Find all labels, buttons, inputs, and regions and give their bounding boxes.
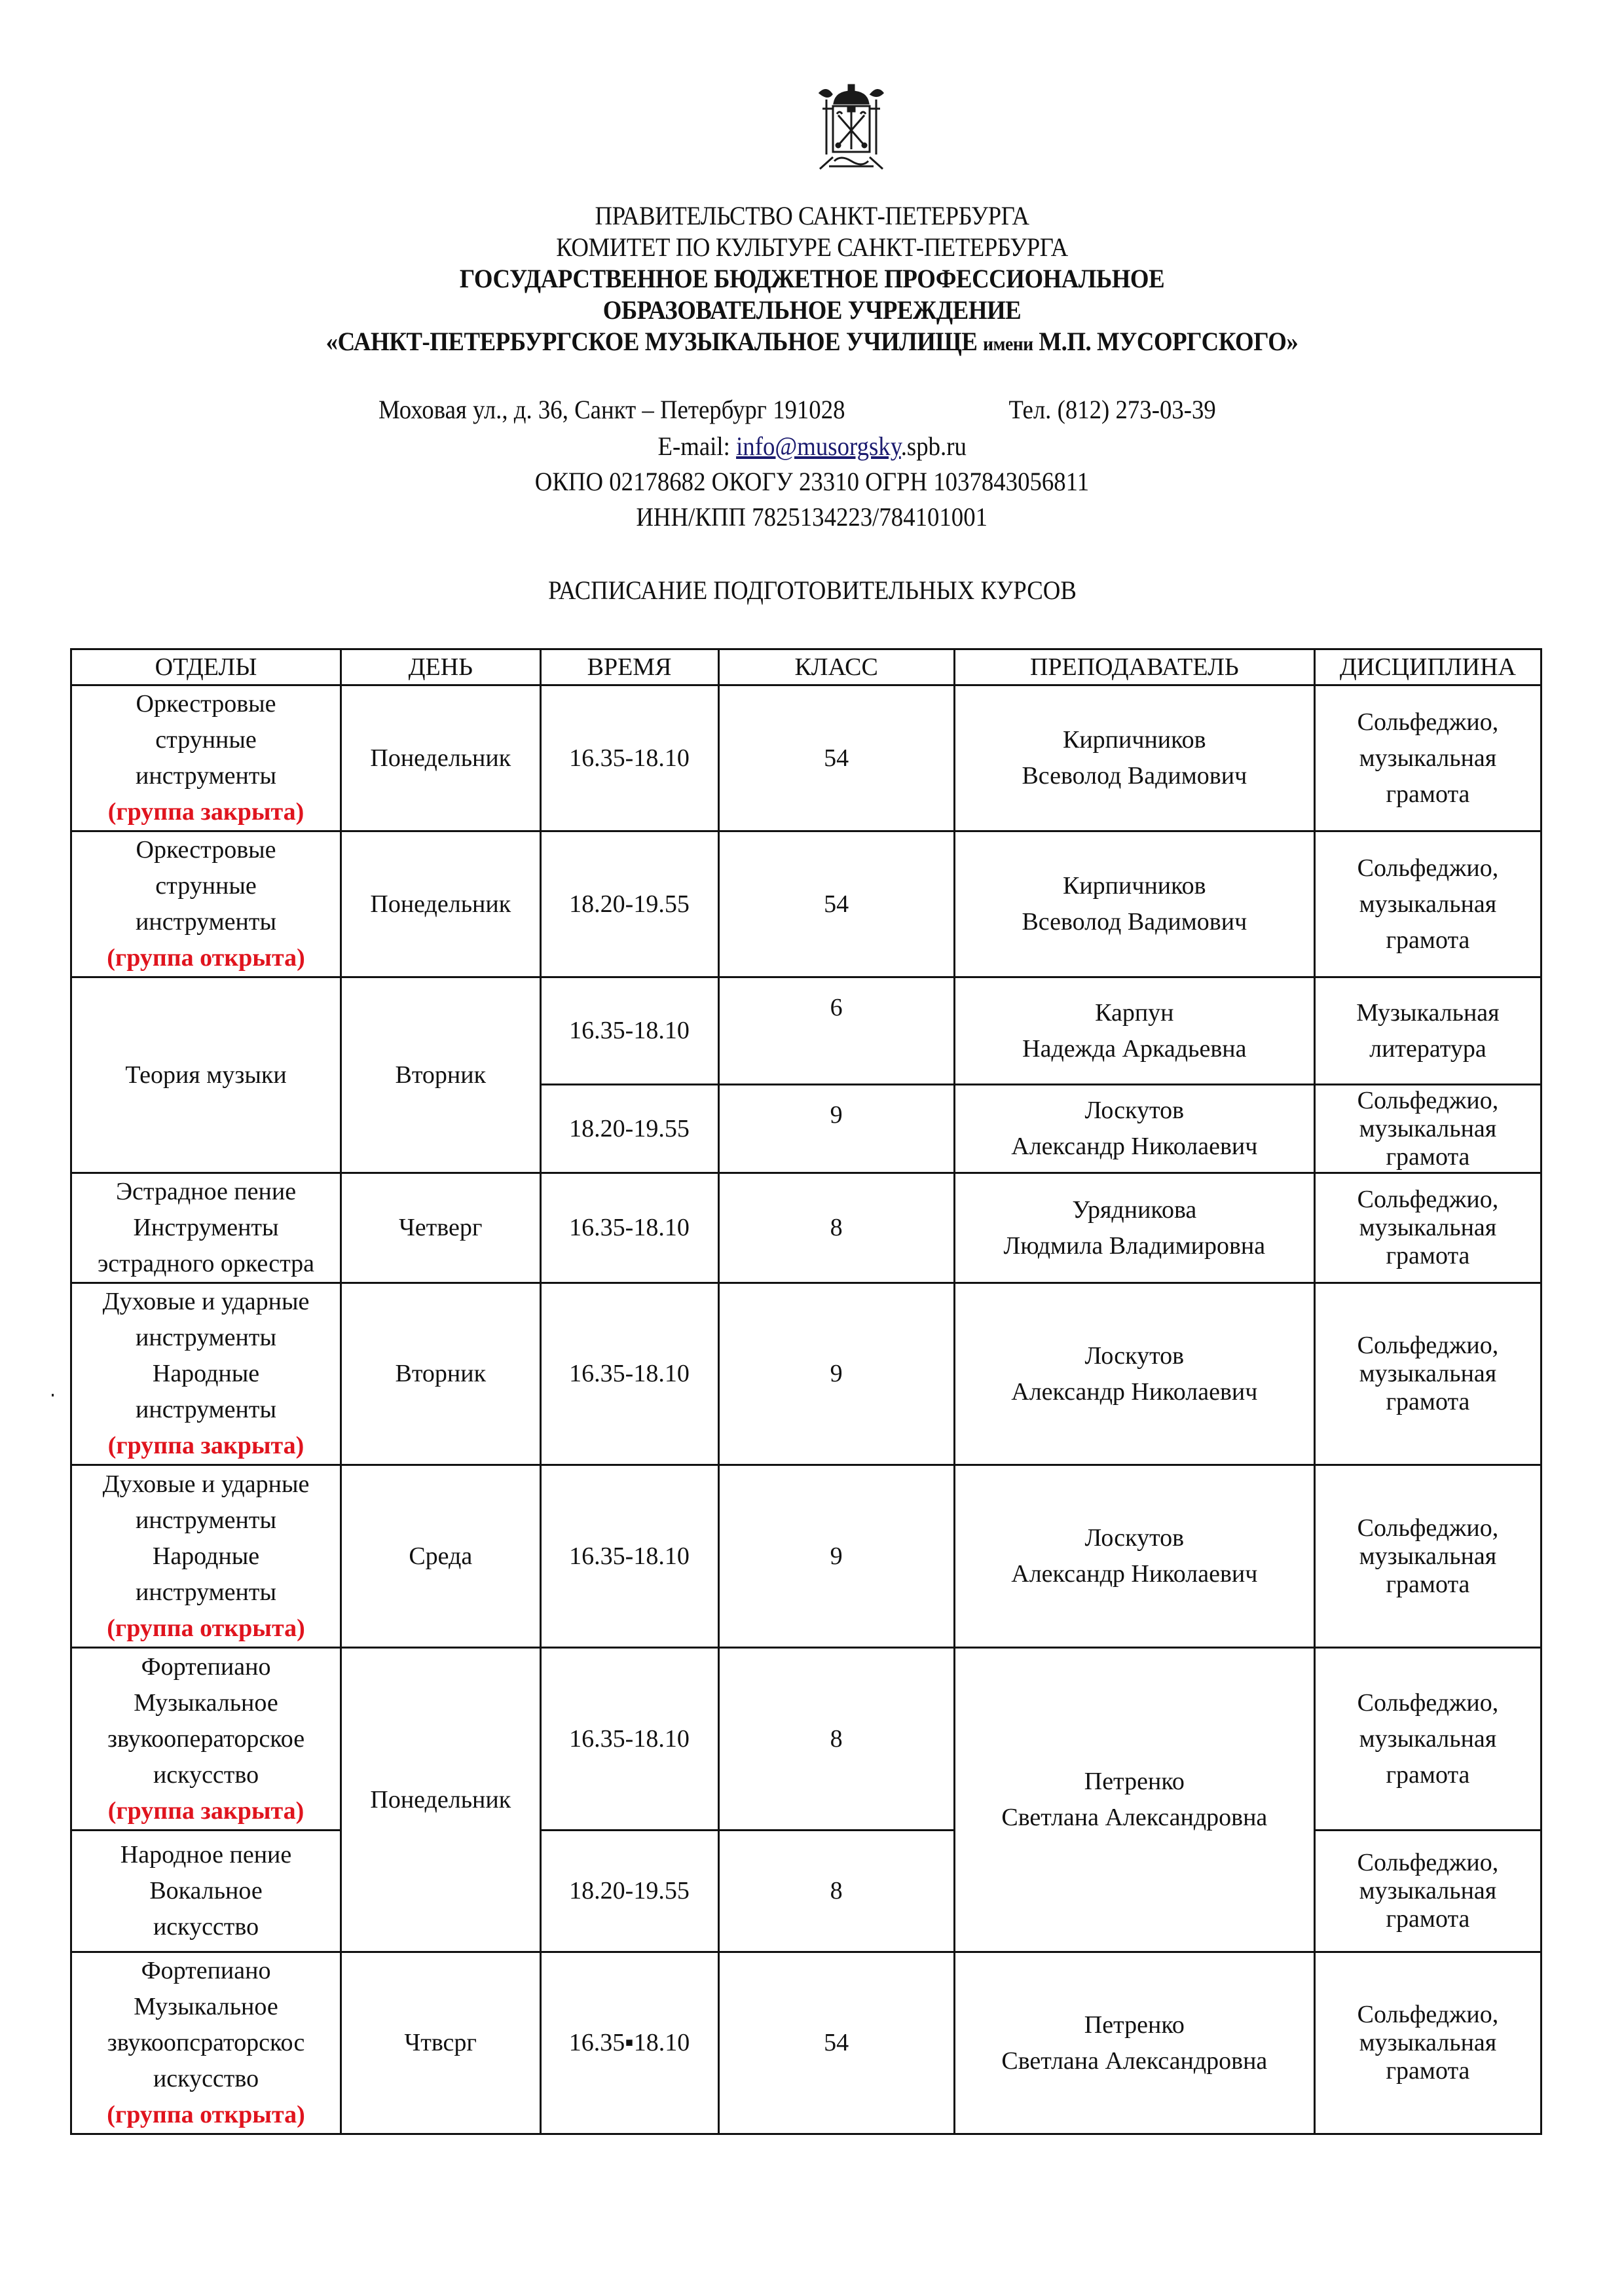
teacher-given-names: Александр Николаевич (1011, 1133, 1258, 1160)
teacher-given-names: Всеволод Вадимович (1022, 908, 1247, 936)
teacher-surname: Урядникова (1072, 1195, 1197, 1224)
table-row (71, 977, 1541, 1085)
cell-day: Понедельник (341, 831, 540, 977)
discipline-line: музыкальная (1359, 1214, 1497, 1241)
address: Моховая ул., д. 36, Санкт – Петербург 191028 (378, 395, 845, 424)
group-status-closed: (группа закрыта) (107, 1432, 304, 1459)
teacher-given-names: Александр Николаевич (1011, 1377, 1258, 1406)
cell-department (71, 831, 341, 977)
cell-department (71, 685, 341, 831)
institution-name (65, 329, 1559, 355)
cell-department (71, 1952, 341, 2134)
department-line: Народные (152, 1542, 260, 1570)
discipline-line: грамота (1386, 1905, 1470, 1933)
department-line: Оркестровые (136, 836, 276, 864)
cell-teacher (954, 831, 1314, 977)
discipline-line: грамота (1386, 926, 1470, 954)
letterhead-institution-kind (0, 297, 1624, 323)
department-line: инструменты (136, 908, 277, 936)
discipline-line: музыкальная (1359, 890, 1497, 918)
discipline-line: грамота (1386, 1570, 1470, 1598)
cell-department (71, 1173, 341, 1283)
letterhead-line-4: ОБРАЗОВАТЕЛЬНОЕ УЧРЕЖДЕНИЕ (602, 295, 1022, 325)
cell-discipline (1314, 977, 1541, 1085)
cell-day: Понедельник (341, 1648, 540, 1952)
discipline-line: Сольфеджио, (1357, 2001, 1499, 2028)
cell-day: Понедельник (341, 685, 540, 831)
cell-time: 18.20-19.55 (540, 831, 718, 977)
inn-kpp (0, 501, 1624, 532)
department-line: Фортепиано (141, 1652, 271, 1681)
department-line: струнные (155, 872, 257, 900)
cell-time: 16.35-18.10 (540, 685, 718, 831)
institution-name-part3: М.П. МУСОРГСКОГО» (1033, 327, 1299, 356)
discipline-line: музыкальная (1359, 2029, 1497, 2056)
table-row (71, 685, 1541, 831)
cell-room: 54 (718, 685, 954, 831)
letterhead-committee (0, 234, 1624, 261)
cell-day: Среда (341, 1465, 540, 1648)
header-room: КЛАСС (718, 649, 954, 685)
cell-discipline (1314, 1085, 1541, 1173)
discipline-line: Сольфеджио, (1357, 1186, 1499, 1213)
group-status-open: (группа открыта) (107, 1614, 305, 1642)
cell-time: 16.35-18.10 (540, 1648, 718, 1831)
department-line: эстрадного оркестра (97, 1250, 315, 1277)
cell-room: 8 (718, 1173, 954, 1283)
letterhead-government (0, 203, 1624, 229)
coat-of-arms-emblem (800, 77, 902, 175)
department-line: инструменты (136, 762, 277, 790)
cell-department (71, 1465, 341, 1648)
email-link[interactable]: info@musorgsky (735, 431, 901, 461)
institution-name-imeni: имени (983, 333, 1033, 355)
cell-teacher (954, 1283, 1314, 1465)
discipline-line: грамота (1386, 1388, 1470, 1415)
cell-day: Четверг (341, 1173, 540, 1283)
discipline-line: грамота (1386, 1142, 1470, 1171)
department-line: искусство (153, 2065, 259, 2092)
teacher-surname: Кирпичников (1063, 872, 1206, 900)
cell-room: 8 (718, 1831, 954, 1952)
teacher-given-names: Надежда Аркадьевна (1022, 1034, 1247, 1063)
letterhead-line-2: КОМИТЕТ ПО КУЛЬТУРЕ САНКТ-ПЕТЕРБУРГА (556, 232, 1068, 262)
inn-kpp-text: ИНН/КПП 7825134223/784101001 (636, 502, 988, 532)
scan-speck (52, 1394, 54, 1396)
document-title (0, 575, 1624, 606)
discipline-line: литература (1369, 1034, 1486, 1063)
cell-discipline (1314, 831, 1541, 977)
teacher-surname: Лоскутов (1084, 1341, 1185, 1370)
cell-day: Вторник (341, 1283, 540, 1465)
cell-teacher (954, 1648, 1314, 1952)
discipline-line: музыкальная (1359, 1877, 1497, 1904)
table-row (71, 1283, 1541, 1465)
discipline-line: музыкальная (1359, 1724, 1497, 1753)
cell-room: 8 (718, 1648, 954, 1831)
cell-room: 9 (718, 1283, 954, 1465)
cell-room: 9 (718, 1085, 954, 1173)
table-row (71, 1173, 1541, 1283)
cell-time: 18.20-19.55 (540, 1831, 718, 1952)
department-line: Теория музыки (125, 1061, 287, 1089)
discipline-line: Сольфеджио, (1357, 1849, 1499, 1876)
department-line: инструменты (136, 1324, 277, 1351)
cell-discipline (1314, 1831, 1541, 1952)
department-line: Вокальное (149, 1877, 263, 1904)
cell-department (71, 1831, 341, 1952)
department-line: искусство (153, 1760, 259, 1789)
letterhead-institution-name (0, 329, 1624, 355)
cell-room: 54 (718, 1952, 954, 2134)
cell-discipline (1314, 685, 1541, 831)
email-line (0, 431, 1624, 462)
department-line: инструменты (136, 1506, 277, 1534)
group-status-closed: (группа закрыта) (107, 1796, 304, 1825)
cell-discipline (1314, 1173, 1541, 1283)
cell-teacher (954, 1173, 1314, 1283)
cell-department (71, 977, 341, 1173)
discipline-line: музыкальная (1359, 1542, 1497, 1570)
phone: Тел. (812) 273-03-39 (1008, 395, 1216, 424)
cell-teacher (954, 1085, 1314, 1173)
cell-room: 54 (718, 831, 954, 977)
cell-discipline (1314, 1648, 1541, 1831)
group-status-closed: (группа закрыта) (107, 798, 304, 826)
discipline-line: музыкальная (1359, 1360, 1497, 1387)
discipline-line: Сольфеджио, (1357, 854, 1499, 882)
department-line: Эстрадное пение (115, 1178, 297, 1205)
cell-day: Чтвсрг (341, 1952, 540, 2134)
institution-name-part1: «САНКТ-ПЕТЕРБУРГСКОЕ МУЗЫКАЛЬНОЕ УЧИЛИЩЕ (325, 327, 984, 356)
letterhead-institution-type (0, 266, 1624, 292)
header-discipline: ДИСЦИПЛИНА (1314, 649, 1541, 685)
cell-department (71, 1648, 341, 1831)
department-line: Народные (152, 1360, 260, 1387)
header-teacher: ПРЕПОДАВАТЕЛЬ (954, 649, 1314, 685)
table-row (71, 831, 1541, 977)
cell-time: 16.35-18.10 (540, 1283, 718, 1465)
table-row (71, 1648, 1541, 1831)
cell-time: 16.35▪18.10 (540, 1952, 718, 2134)
letterhead-line-1: ПРАВИТЕЛЬСТВО САНКТ-ПЕТЕРБУРГА (595, 201, 1029, 230)
email-suffix: .spb.ru (900, 431, 967, 461)
department-line: Духовые и ударные (102, 1288, 310, 1315)
discipline-line: грамота (1386, 780, 1470, 808)
discipline-line: грамота (1386, 1760, 1470, 1789)
discipline-line: грамота (1386, 2057, 1470, 2085)
header-time: ВРЕМЯ (540, 649, 718, 685)
teacher-given-names: Светлана Александровна (1001, 1804, 1268, 1831)
table-row (71, 1465, 1541, 1648)
cell-department (71, 1283, 341, 1465)
cell-time: 18.20-19.55 (540, 1085, 718, 1173)
discipline-line: Сольфеджио, (1357, 1688, 1499, 1717)
email-label: E-mail: (657, 431, 736, 461)
cell-teacher (954, 1465, 1314, 1648)
group-status-open: (группа открыта) (107, 2101, 305, 2128)
department-line: Народное пение (120, 1841, 292, 1868)
schedule-table (70, 648, 1542, 2135)
cell-discipline (1314, 1283, 1541, 1465)
table-header-row (71, 649, 1541, 685)
teacher-given-names: Людмила Владимировна (1003, 1231, 1266, 1260)
registration-codes (0, 466, 1624, 497)
address-phone-line (378, 394, 1216, 425)
header-day: ДЕНЬ (341, 649, 540, 685)
teacher-surname: Петренко (1084, 1768, 1185, 1795)
teacher-surname: Карпун (1095, 998, 1174, 1027)
header-departments: ОТДЕЛЫ (71, 649, 341, 685)
teacher-surname: Лоскутов (1084, 1097, 1185, 1124)
registration-codes-text: ОКПО 02178682 ОКОГУ 23310 ОГРН 1037843056811 (534, 467, 1090, 496)
department-line: Фортепиано (141, 1957, 271, 1984)
cell-teacher (954, 685, 1314, 831)
department-line: звукоопсраторскос (107, 2029, 305, 2056)
cell-day: Вторник (341, 977, 540, 1173)
discipline-line: Сольфеджио, (1357, 1514, 1499, 1542)
department-line: Духовые и ударные (102, 1470, 310, 1498)
department-line: Музыкальное (134, 1688, 278, 1717)
discipline-line: грамота (1386, 1242, 1470, 1269)
department-line: Инструменты (133, 1214, 279, 1241)
group-status-open: (группа открыта) (107, 944, 305, 972)
cell-discipline (1314, 1952, 1541, 2134)
cell-teacher (954, 1952, 1314, 2134)
teacher-surname: Лоскутов (1084, 1524, 1185, 1552)
department-line: звукооператорское (107, 1724, 305, 1753)
cell-discipline (1314, 1465, 1541, 1648)
teacher-surname: Петренко (1084, 2011, 1185, 2039)
teacher-given-names: Всеволод Вадимович (1022, 762, 1247, 790)
discipline-line: Сольфеджио, (1357, 1332, 1499, 1359)
cell-room: 9 (718, 1465, 954, 1648)
cell-time: 16.35-18.10 (540, 977, 718, 1085)
discipline-line: Сольфеджио, (1357, 1086, 1499, 1114)
discipline-line: музыкальная (1359, 744, 1497, 772)
department-line: Музыкальное (134, 1993, 278, 2020)
department-line: искусство (153, 1913, 259, 1941)
table-row (71, 1952, 1541, 2134)
teacher-given-names: Александр Николаевич (1011, 1560, 1258, 1588)
teacher-surname: Кирпичников (1063, 726, 1206, 754)
discipline-line: музыкальная (1359, 1114, 1497, 1142)
department-line: струнные (155, 726, 257, 754)
cell-teacher (954, 977, 1314, 1085)
cell-room: 6 (718, 977, 954, 1085)
department-line: инструменты (136, 1578, 277, 1606)
discipline-line: Сольфеджио, (1357, 708, 1499, 736)
document-title-text: РАСПИСАНИЕ ПОДГОТОВИТЕЛЬНЫХ КУРСОВ (547, 575, 1077, 605)
cell-time: 16.35-18.10 (540, 1465, 718, 1648)
department-line: Оркестровые (136, 690, 276, 718)
table-row (71, 1831, 1541, 1952)
discipline-line: Музыкальная (1356, 998, 1500, 1027)
letterhead-line-3: ГОСУДАРСТВЕННОЕ БЮДЖЕТНОЕ ПРОФЕССИОНАЛЬНОЕ (459, 264, 1165, 293)
cell-time: 16.35-18.10 (540, 1173, 718, 1283)
department-line: инструменты (136, 1396, 277, 1423)
teacher-given-names: Светлана Александровна (1001, 2047, 1268, 2075)
